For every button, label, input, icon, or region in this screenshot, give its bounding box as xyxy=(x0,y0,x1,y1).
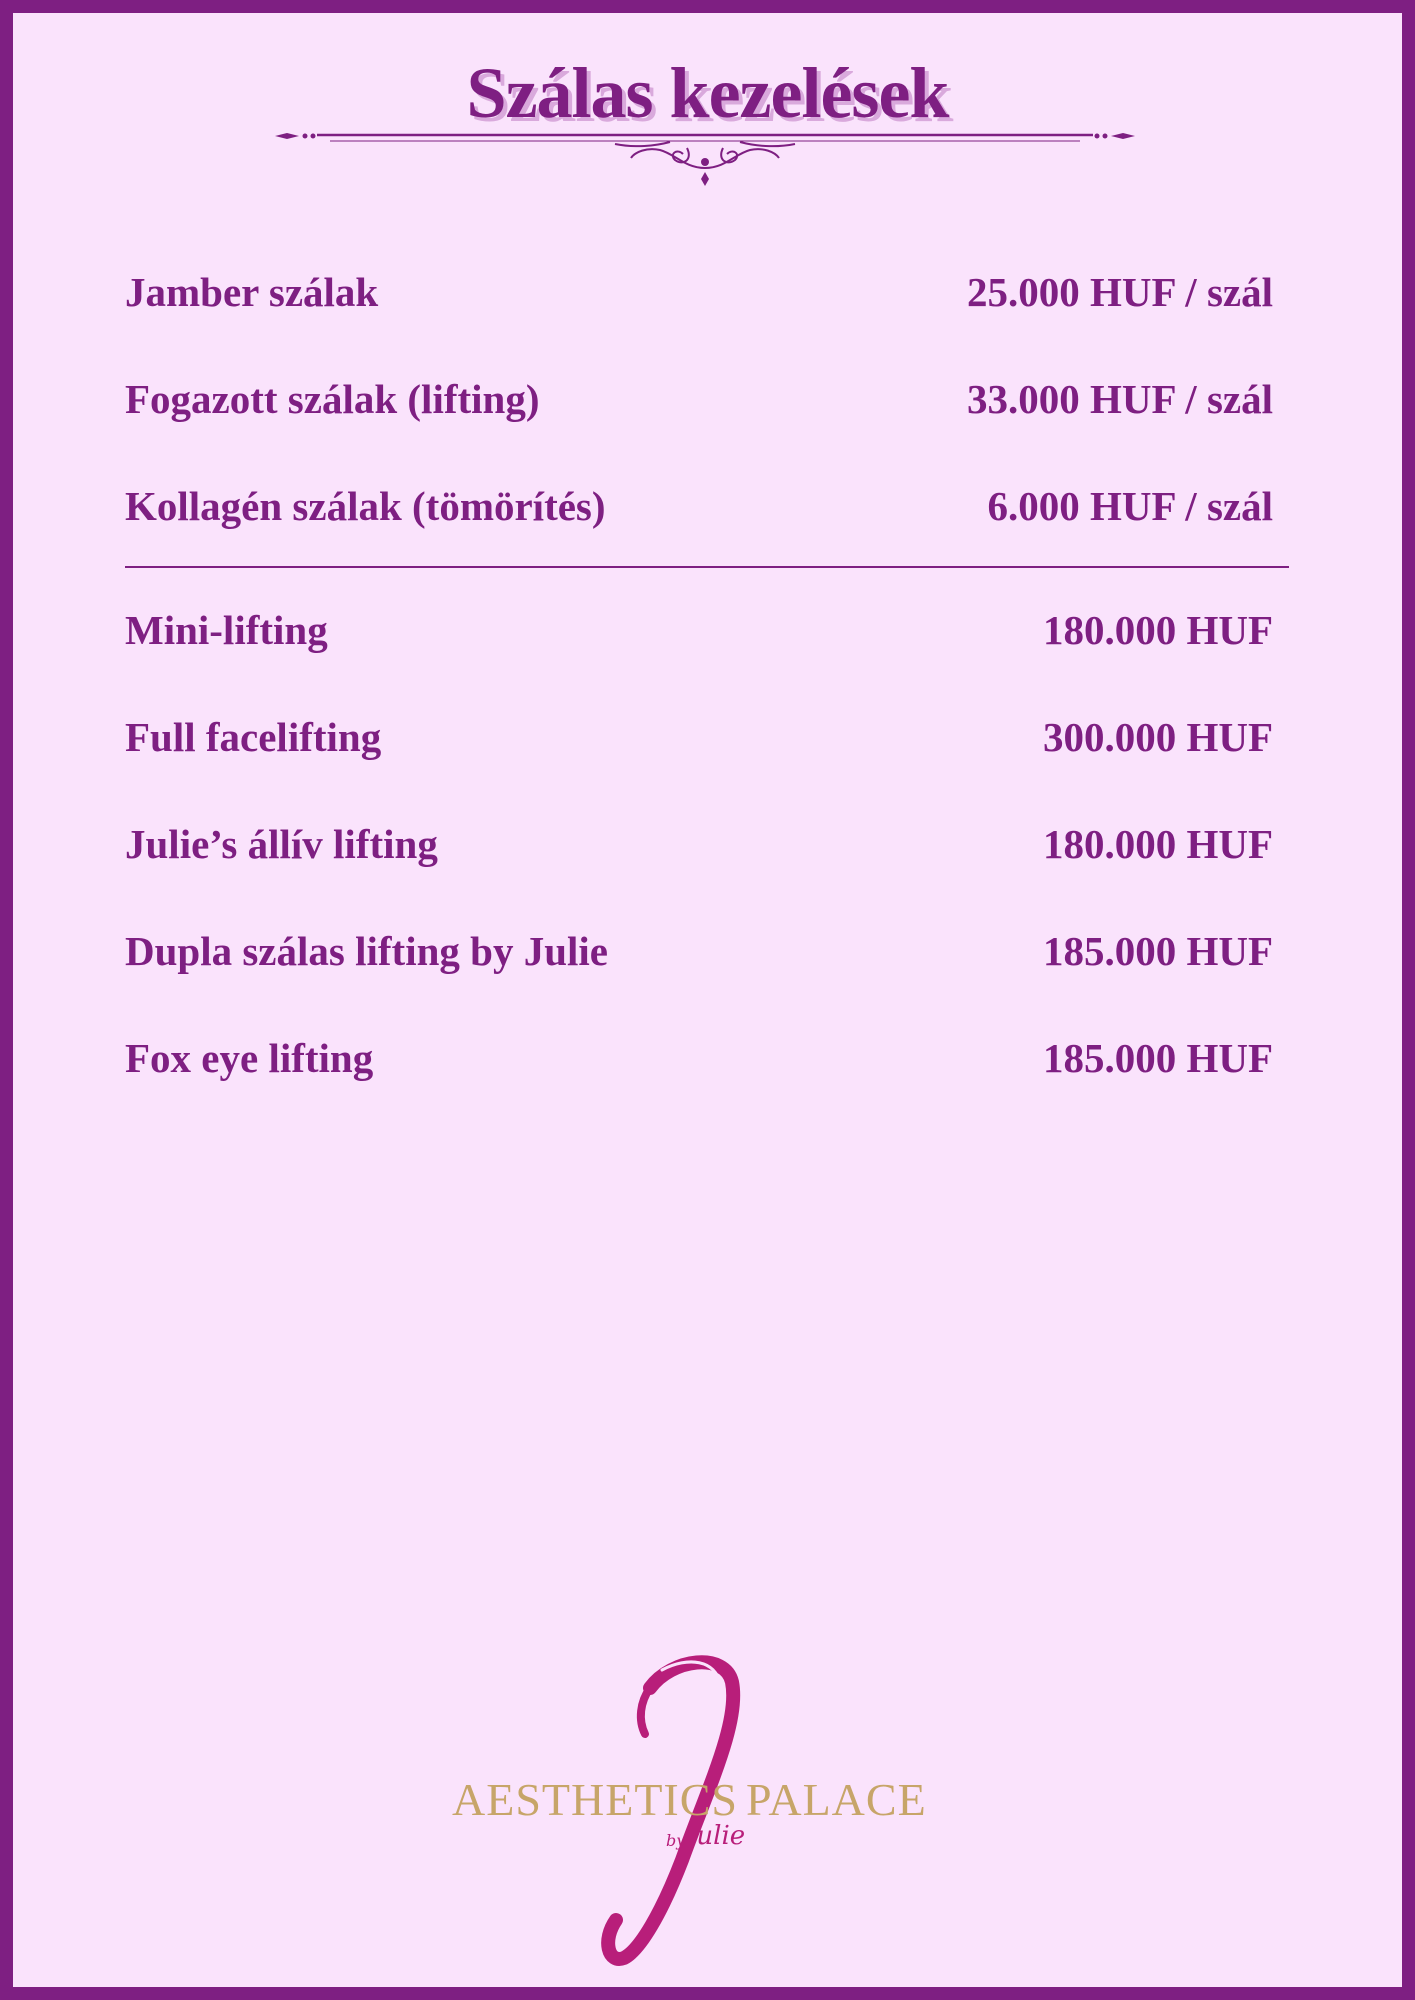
service-price: 300.000 HUF xyxy=(1042,714,1273,760)
price-row-alliv-lifting xyxy=(125,812,1273,872)
price-row-full-facelifting xyxy=(125,705,1273,765)
service-price: 185.000 HUF xyxy=(1042,1035,1273,1081)
price-row-jamber xyxy=(125,260,1273,320)
service-price: 25.000 HUF / szál xyxy=(967,269,1273,315)
service-name: Fox eye lifting xyxy=(125,1035,374,1081)
price-row-fox-eye xyxy=(125,1026,1273,1086)
section-divider xyxy=(125,566,1289,568)
logo-left-word: AESTHETICS xyxy=(452,1774,738,1825)
price-row-mini-lifting xyxy=(125,598,1273,658)
service-price: 180.000 HUF xyxy=(1042,821,1273,867)
page-title: Szálas kezelések xyxy=(466,53,949,133)
title-ornament xyxy=(275,124,1135,194)
service-name: Julie’s állív lifting xyxy=(125,821,438,867)
service-name: Full facelifting xyxy=(125,714,382,760)
price-row-fogazott xyxy=(125,367,1273,427)
service-name: Jamber szálak xyxy=(125,269,379,315)
price-row-dupla-szalas xyxy=(125,919,1273,979)
service-price: 33.000 HUF / szál xyxy=(967,376,1273,422)
service-price: 6.000 HUF / szál xyxy=(987,483,1273,529)
logo-right-word: PALACE xyxy=(746,1774,927,1825)
service-price: 185.000 HUF xyxy=(1042,928,1273,974)
brand-logo xyxy=(440,1650,980,1970)
service-name: Mini-lifting xyxy=(125,607,328,653)
service-price: 180.000 HUF xyxy=(1042,607,1273,653)
service-name: Kollagén szálak (tömörítés) xyxy=(125,483,606,529)
service-name: Fogazott szálak (lifting) xyxy=(125,376,540,422)
price-row-kollagen xyxy=(125,474,1273,534)
logo-by: by xyxy=(666,1831,686,1850)
service-name: Dupla szálas lifting by Julie xyxy=(125,928,608,974)
logo-signature: Julie xyxy=(686,1821,746,1851)
